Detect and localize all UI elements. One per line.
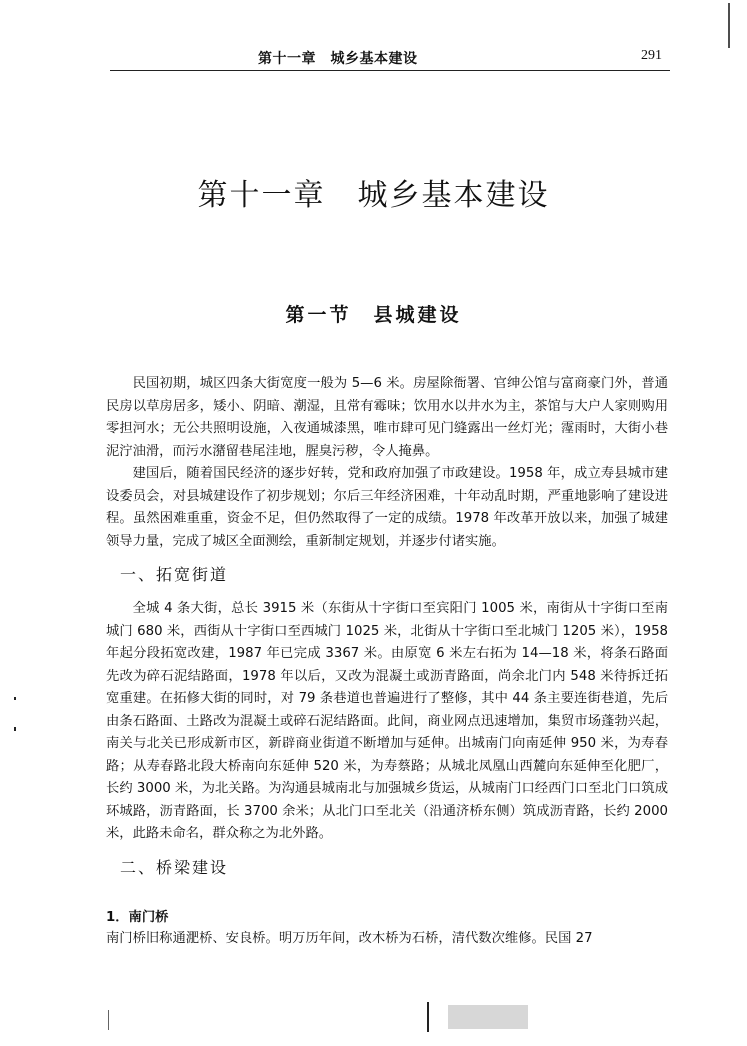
paragraph-nanmen-bridge: 南门桥旧称通淝桥、安良桥。明万历年间，改木桥为石桥，清代数次维修。民国 27 <box>106 931 593 946</box>
scan-artifact-line <box>427 1002 429 1032</box>
scan-artifact-noise <box>448 1005 528 1029</box>
chapter-title: 第十一章 城乡基本建设 <box>197 178 550 213</box>
scan-artifact-dot <box>14 727 16 731</box>
section-title: 第一节 县城建设 <box>285 304 462 326</box>
page-number: 291 <box>641 48 662 63</box>
scan-artifact-edge-line <box>728 3 730 48</box>
paragraph-streets: 全城 4 条大街，总长 3915 米（东街从十字街口至宾阳门 1005 米，南街从十字街口至南城门 680 米，西街从十字街口至西城门 1025 米，北街从十字街口至北城门 1205 米），1958 年起分段拓宽改建，1987 年已完成 3367 米。由原宽 6 米左右拓为 14—18 米，将条石路面先改为碎石泥结路面，1978 年以后，又改为混凝土或沥青路面，尚余北门内 548 米待拆迁拓宽重建。在拓修大街的同时，对 79 条巷道也普遍进行了整修，其中 44 条主要连街巷道，先后由条石路面、土路改为混凝土或碎石泥结路面。此间，商业网点迅速增加，集贸市场蓬勃兴起，南关与北关已形成新市区，新辟商业街道不断增加与延伸。出城南门向南延伸 950 米，为寿春路；从寿春路北段大桥南向东延伸 520 米，为寿蔡路；从城北凤凰山西麓向东延伸至化肥厂，长约 3000 米，为北关路。为沟通县城南北与加强城乡货运，从城南门口经西门口至北门口筑成环城路，沥青路面，长 3700 余米；从北门口至北关（沿通济桥东侧）筑成沥青路，长约 2000 米，此路未命名，群众称之为北外路。 <box>106 601 668 841</box>
paragraph-post-1949: 建国后，随着国民经济的逐步好转，党和政府加强了市政建设。1958 年，成立寿县城市建设委员会，对县城建设作了初步规划；尔后三年经济困难，十年动乱时期，严重地影响了建设进程。虽然困难重重，资金不足，但仍然取得了一定的成绩。1978 年改革开放以来，加强了城建领导力量，完成了城区全面测绘，重新制定规划，并逐步付诸实施。 <box>106 466 668 549</box>
paragraph-intro: 民国初期，城区四条大街宽度一般为 5—6 米。房屋除衙署、官绅公馆与富商豪门外，普通民房以草房居多，矮小、阴暗、潮湿，且常有霉味；饮用水以井水为主，茶馆与大户人家则购用零担河水；无公共照明设施，入夜通城漆黑，唯市肆可见门缝露出一丝灯光；霪雨时，大街小巷泥泞油滑，而污水潴留巷尾洼地，腥臭污秽，令人掩鼻。 <box>106 376 668 459</box>
running-title: 第十一章 城乡基本建设 <box>258 51 418 67</box>
subsection-heading-streets: 一、拓宽街道 <box>120 565 229 584</box>
item-heading-nanmen-bridge: 1．南门桥 <box>106 910 169 925</box>
scan-artifact-dot <box>14 697 16 700</box>
scan-artifact-line <box>108 1010 109 1030</box>
running-header <box>110 48 670 71</box>
subsection-heading-bridges: 二、桥梁建设 <box>120 858 229 877</box>
